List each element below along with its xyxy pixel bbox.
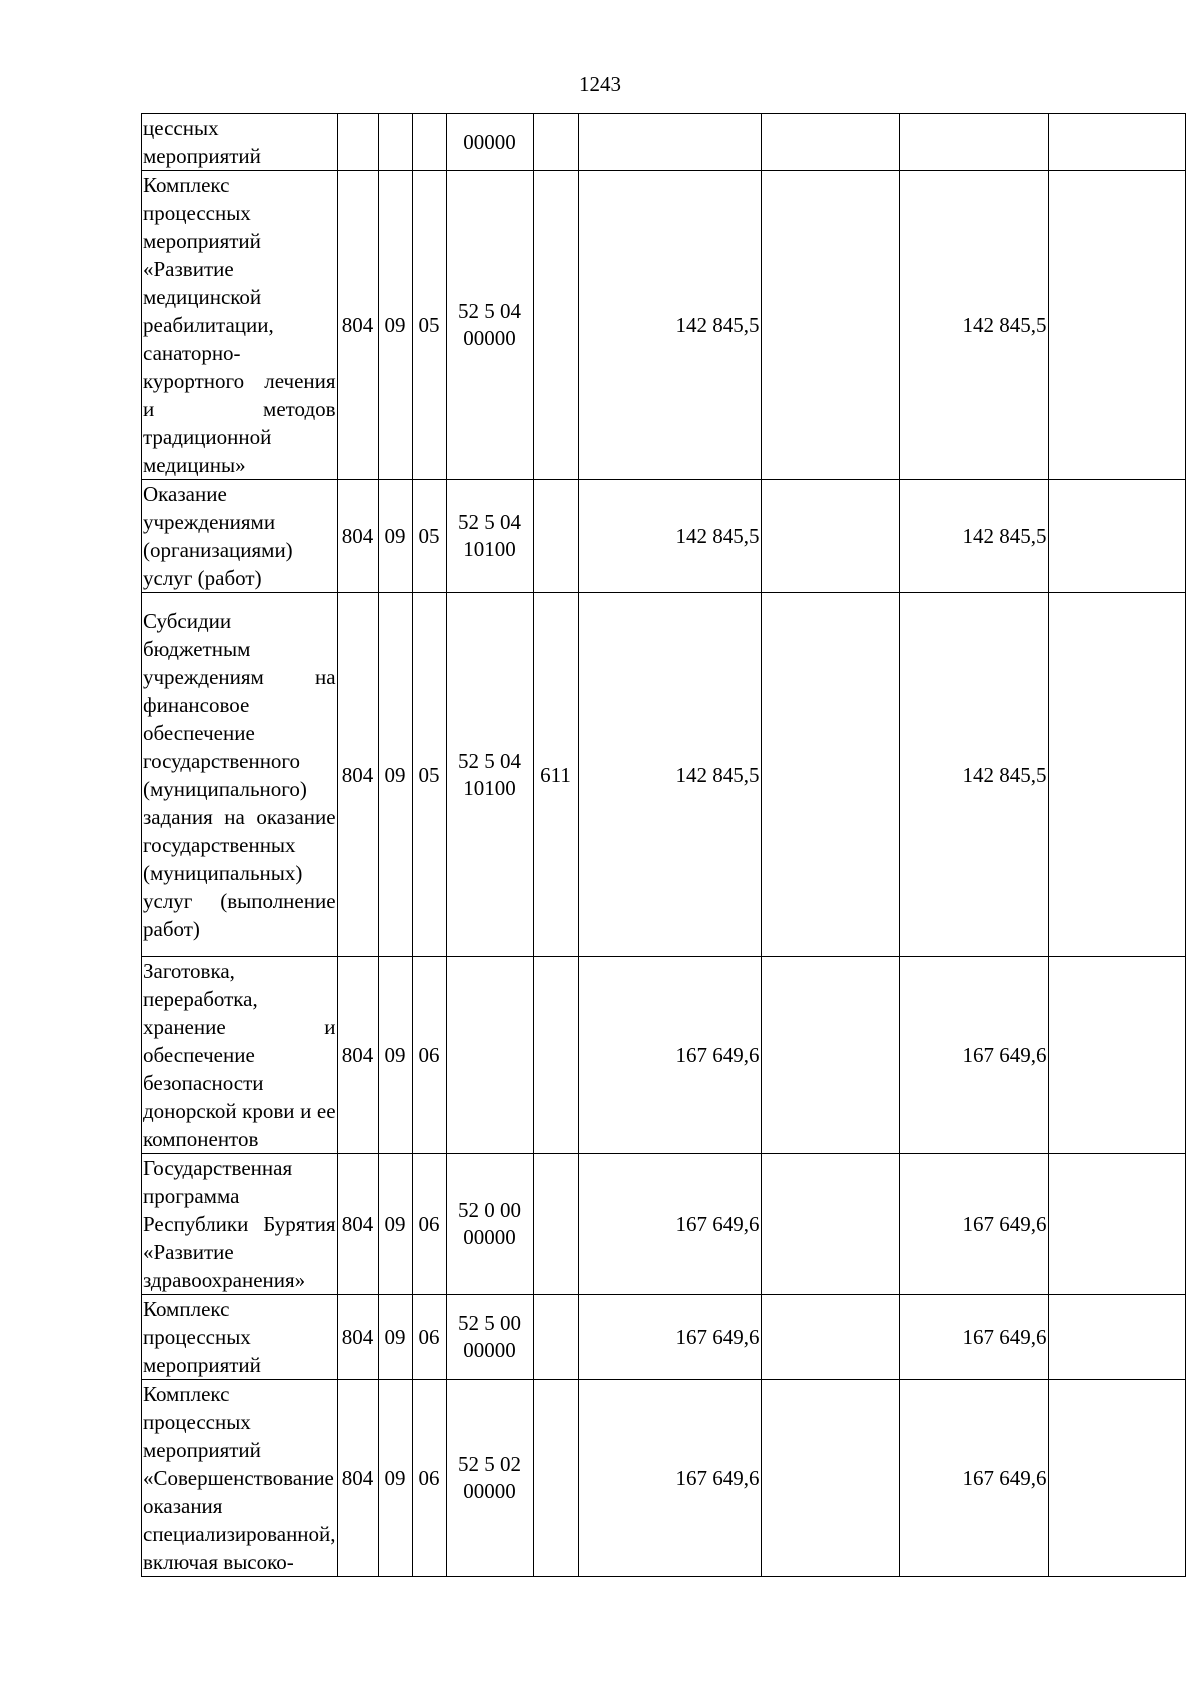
amount-cell	[761, 593, 899, 957]
target-article-code: 52 5 04 10100	[446, 593, 533, 957]
ministry-code: 804	[337, 171, 378, 480]
target-article-code: 00000	[446, 114, 533, 171]
subsection-code: 06	[412, 1295, 446, 1380]
amount-cell	[1048, 1295, 1185, 1380]
ministry-code: 804	[337, 1295, 378, 1380]
amount-cell: 167 649,6	[899, 957, 1048, 1154]
budget-table	[141, 113, 1186, 1577]
page-number: 1243	[579, 72, 621, 96]
subsection-code: 06	[412, 1380, 446, 1577]
amount-cell	[761, 1380, 899, 1577]
table-row	[142, 1295, 1186, 1380]
table-row	[142, 480, 1186, 593]
expense-type-code	[533, 171, 578, 480]
subsection-code: 06	[412, 1154, 446, 1295]
target-article-code: 52 0 00 00000	[446, 1154, 533, 1295]
amount-cell: 167 649,6	[578, 1380, 761, 1577]
section-code: 09	[378, 1380, 412, 1577]
amount-cell: 142 845,5	[899, 171, 1048, 480]
expense-type-code: 611	[533, 593, 578, 957]
amount-cell: 167 649,6	[899, 1380, 1048, 1577]
amount-cell	[761, 480, 899, 593]
amount-cell	[1048, 1380, 1185, 1577]
subsection-code: 05	[412, 480, 446, 593]
expense-type-code	[533, 480, 578, 593]
section-code: 09	[378, 171, 412, 480]
row-name: Государственная программа Республики Бурятия «Развитие здравоохранения»	[142, 1154, 338, 1295]
amount-cell: 142 845,5	[578, 480, 761, 593]
amount-cell	[761, 1295, 899, 1380]
subsection-code	[412, 114, 446, 171]
subsection-code: 05	[412, 171, 446, 480]
subsection-code: 06	[412, 957, 446, 1154]
table-row	[142, 1380, 1186, 1577]
section-code: 09	[378, 593, 412, 957]
amount-cell	[1048, 171, 1185, 480]
ministry-code: 804	[337, 480, 378, 593]
target-article-code: 52 5 02 00000	[446, 1380, 533, 1577]
amount-cell	[761, 171, 899, 480]
ministry-code: 804	[337, 1380, 378, 1577]
amount-cell: 167 649,6	[578, 1295, 761, 1380]
amount-cell	[1048, 593, 1185, 957]
amount-cell	[1048, 480, 1185, 593]
ministry-code: 804	[337, 593, 378, 957]
amount-cell: 167 649,6	[899, 1154, 1048, 1295]
amount-cell	[1048, 114, 1185, 171]
expense-type-code	[533, 957, 578, 1154]
amount-cell: 167 649,6	[899, 1295, 1048, 1380]
row-name: Комплекс процессных мероприятий «Совершенствование оказания специализированной, включая высоко-	[142, 1380, 338, 1577]
expense-type-code	[533, 1295, 578, 1380]
target-article-code: 52 5 00 00000	[446, 1295, 533, 1380]
section-code: 09	[378, 957, 412, 1154]
subsection-code: 05	[412, 593, 446, 957]
table-row	[142, 593, 1186, 957]
expense-type-code	[533, 114, 578, 171]
ministry-code: 804	[337, 957, 378, 1154]
amount-cell: 142 845,5	[899, 480, 1048, 593]
amount-cell	[578, 114, 761, 171]
section-code: 09	[378, 480, 412, 593]
amount-cell	[761, 957, 899, 1154]
table-row	[142, 1154, 1186, 1295]
row-name: Комплекс процессных мероприятий «Развитие медицинской реабилитации, санаторно-курортного лечения и методов традиционной медицины»	[142, 171, 338, 480]
table-row	[142, 171, 1186, 480]
target-article-code: 52 5 04 10100	[446, 480, 533, 593]
table-row	[142, 957, 1186, 1154]
section-code: 09	[378, 1154, 412, 1295]
section-code: 09	[378, 1295, 412, 1380]
ministry-code	[337, 114, 378, 171]
expense-type-code	[533, 1154, 578, 1295]
amount-cell	[761, 114, 899, 171]
row-name: Субсидии бюджетным учреждениям на финансовое обеспечение государственного (муниципального) задания на оказание государственных (муниципальных) услуг (выполнение работ)	[142, 593, 338, 957]
row-name: цессных мероприятий	[142, 114, 338, 171]
target-article-code	[446, 957, 533, 1154]
amount-cell	[1048, 1154, 1185, 1295]
row-name: Заготовка, переработка, хранение и обеспечение безопасности донорской крови и ее компонентов	[142, 957, 338, 1154]
target-article-code: 52 5 04 00000	[446, 171, 533, 480]
ministry-code: 804	[337, 1154, 378, 1295]
row-name: Оказание учреждениями (организациями) услуг (работ)	[142, 480, 338, 593]
amount-cell: 142 845,5	[578, 171, 761, 480]
amount-cell: 167 649,6	[578, 957, 761, 1154]
table-row	[142, 114, 1186, 171]
amount-cell	[1048, 957, 1185, 1154]
table-body	[142, 114, 1186, 1577]
amount-cell: 142 845,5	[899, 593, 1048, 957]
amount-cell: 142 845,5	[578, 593, 761, 957]
amount-cell: 167 649,6	[578, 1154, 761, 1295]
amount-cell	[899, 114, 1048, 171]
expense-type-code	[533, 1380, 578, 1577]
section-code	[378, 114, 412, 171]
row-name: Комплекс процессных мероприятий	[142, 1295, 338, 1380]
amount-cell	[761, 1154, 899, 1295]
